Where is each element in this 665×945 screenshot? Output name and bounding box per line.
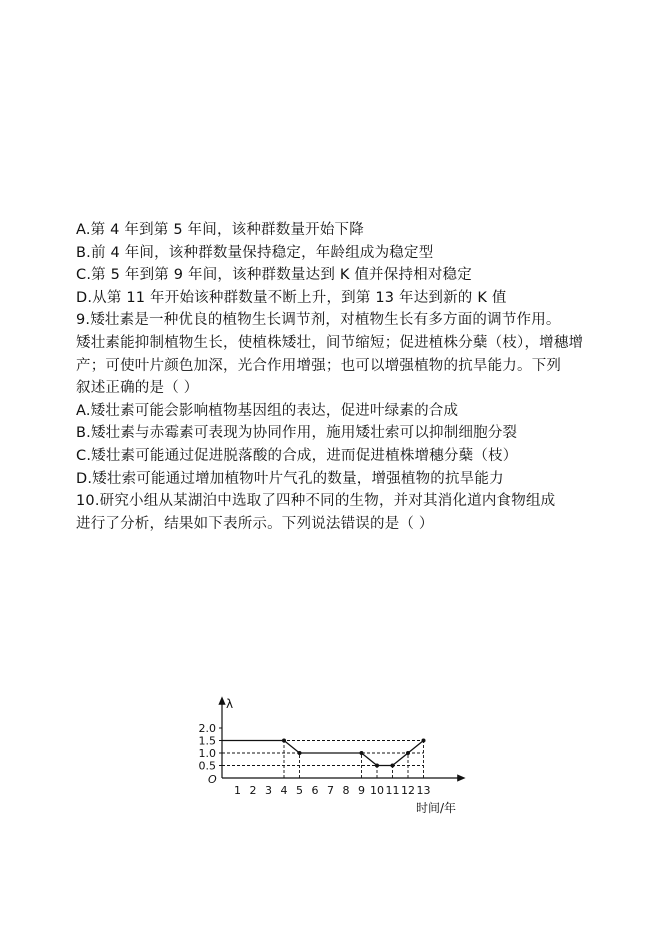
origin-label: O (208, 773, 217, 786)
option-a-q9: A.矮壮素可能会影响植物基因组的表达，促进叶绿素的合成 (76, 402, 459, 419)
question-9-line-3: 产；可使叶片颜色加深，光合作用增强；也可以增强植物的抗旱能力。下列 (76, 357, 562, 374)
x-tick-label-9: 9 (358, 784, 365, 797)
y-tick-label-2.0: 2.0 (198, 722, 216, 735)
question-10-line-1: 10.研究小组从某湖泊中选取了四种不同的生物，并对其消化道内食物组成 (76, 493, 556, 510)
question-10-line-2: 进行了分析，结果如下表所示。下列说法错误的是（ ） (76, 515, 434, 532)
option-c-q8: C.第 5 年到第 9 年间，该种群数量达到 K 值并保持相对稳定 (76, 267, 472, 284)
question-9-line-1: 9.矮壮素是一种优良的植物生长调节剂，对植物生长有多方面的调节作用。 (76, 312, 561, 329)
data-point-year-5 (298, 751, 302, 755)
question-9-line-2: 矮壮素能抑制植物生长，使植株矮壮，间节缩短；促进植株分蘖（枝），增穗增 (76, 334, 584, 351)
x-tick-label-7: 7 (327, 784, 334, 797)
option-d-q8: D.从第 11 年开始该种群数量不断上升，到第 13 年达到新的 K 值 (76, 289, 507, 306)
guide-lines (222, 741, 424, 779)
data-point-year-10 (375, 764, 379, 768)
x-tick-label-4: 4 (280, 784, 288, 797)
data-point-year-11 (391, 764, 395, 768)
option-b-q9: B.矮壮素与赤霉素可表现为协同作用，施用矮壮索可以抑制细胞分裂 (76, 425, 518, 442)
x-tick-label-13: 13 (416, 784, 431, 797)
x-tick-label-5: 5 (296, 784, 303, 797)
data-point-year-13 (422, 739, 426, 743)
x-tick-label-6: 6 (311, 784, 319, 797)
option-b-q8: B.前 4 年间，该种群数量保持稳定，年龄组成为稳定型 (76, 244, 434, 261)
chart-svg (180, 696, 470, 826)
y-axis-label: λ (226, 697, 234, 711)
lambda-line-chart (180, 696, 470, 826)
x-tick-label-3: 3 (265, 784, 272, 797)
x-tick-label-10: 10 (370, 784, 384, 797)
question-text (76, 219, 596, 535)
data-point-year-9 (360, 751, 364, 755)
option-a-q8: A.第 4 年到第 5 年间，该种群数量开始下降 (76, 222, 364, 238)
data-point-year-12 (406, 751, 410, 755)
data-point-year-4 (282, 739, 286, 743)
x-axis-label: 时间/年 (416, 801, 457, 815)
x-tick-label-11: 11 (385, 784, 400, 797)
x-tick-label-2: 2 (249, 784, 257, 797)
option-c-q9: C.矮壮素可能通过促进脱落酸的合成，进而促进植株增穗分蘖（枝） (76, 447, 518, 464)
question-9-line-4: 叙述正确的是（ ） (76, 380, 199, 397)
axis-ticks (199, 722, 431, 797)
y-tick-label-1.5: 1.5 (198, 734, 216, 748)
x-tick-label-8: 8 (342, 784, 350, 797)
y-tick-label-1.0: 1.0 (198, 747, 216, 760)
y-tick-label-0.5: 0.5 (198, 759, 216, 773)
x-tick-label-1: 1 (234, 784, 241, 797)
x-tick-label-12: 12 (401, 784, 415, 797)
option-d-q9: D.矮壮索可能通过增加植物叶片气孔的数量，增强植物的抗旱能力 (76, 470, 504, 487)
